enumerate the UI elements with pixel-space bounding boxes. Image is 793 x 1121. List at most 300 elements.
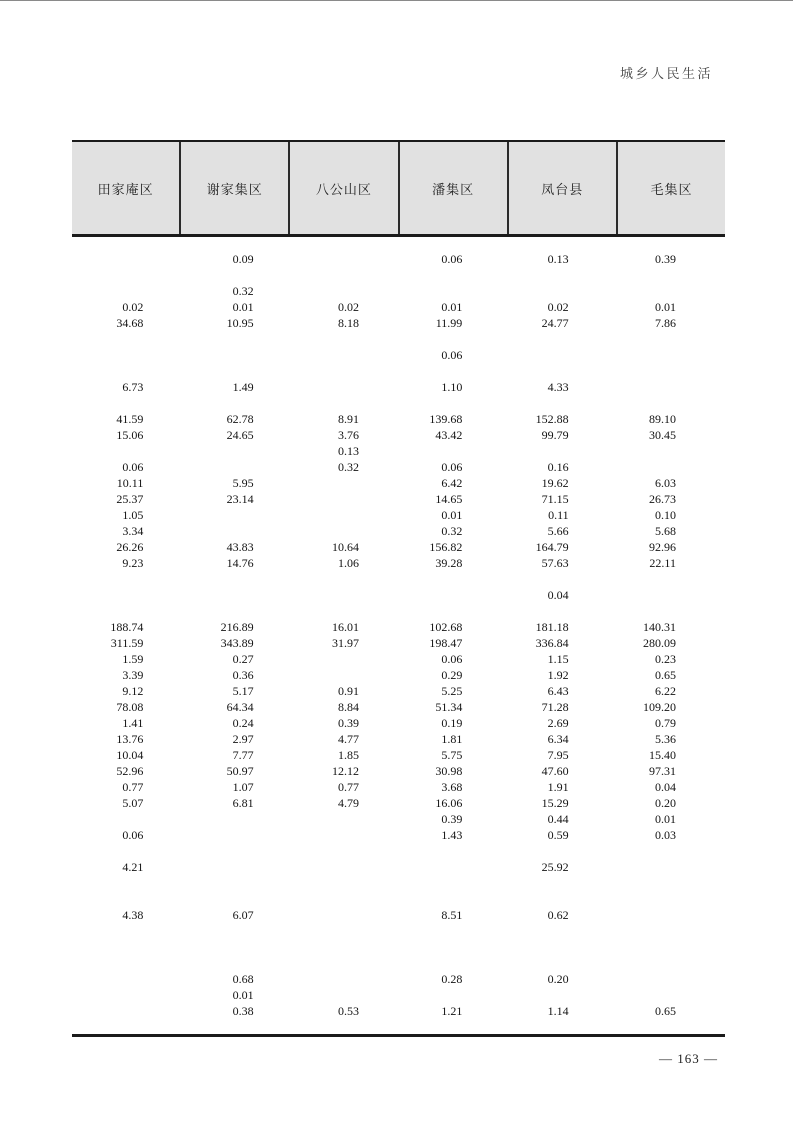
column-header: 凤台县 xyxy=(507,142,616,234)
table-cell xyxy=(288,395,391,411)
table-cell xyxy=(605,843,725,859)
table-cell: 97.31 xyxy=(648,764,676,778)
table-cell xyxy=(288,363,391,379)
table-cell: 0.11 xyxy=(548,508,569,522)
table-cell: 14.76 xyxy=(226,556,254,570)
table-cell: 5.36 xyxy=(654,732,676,746)
table-cell xyxy=(288,955,391,971)
table-cell: 5.25 xyxy=(441,684,463,698)
table-cell: 280.09 xyxy=(642,636,676,650)
table-cell: 6.73 xyxy=(122,380,144,394)
table-row xyxy=(72,347,725,363)
table-cell: 0.44 xyxy=(547,812,569,826)
table-cell: 78.08 xyxy=(116,700,144,714)
table-cell xyxy=(72,283,182,299)
table-cell: 30.45 xyxy=(648,428,676,442)
table-cell: 0.53 xyxy=(337,1004,359,1018)
table-cell xyxy=(288,811,391,827)
table-cell: 0.65 xyxy=(654,668,676,682)
table-row xyxy=(72,859,725,875)
table-cell: 1.41 xyxy=(122,716,144,730)
table-cell xyxy=(182,395,287,411)
table-cell xyxy=(72,443,182,459)
table-cell xyxy=(182,571,287,587)
table-cell xyxy=(72,955,182,971)
table-cell xyxy=(391,603,497,619)
table-row xyxy=(72,459,725,475)
table-cell: 25.92 xyxy=(541,860,569,874)
table-cell: 4.77 xyxy=(337,732,359,746)
table-cell: 2.97 xyxy=(232,732,254,746)
table-row xyxy=(72,299,725,315)
table-row xyxy=(72,507,725,523)
table-cell xyxy=(72,347,182,363)
table-cell: 8.91 xyxy=(337,412,359,426)
table-cell: 0.06 xyxy=(441,652,463,666)
table-row xyxy=(72,315,725,331)
table-cell xyxy=(391,587,497,603)
table-cell: 1.91 xyxy=(547,780,569,794)
table-cell: 3.34 xyxy=(122,524,144,538)
table-cell xyxy=(182,827,287,843)
table-cell: 15.40 xyxy=(648,748,676,762)
table-cell: 0.77 xyxy=(337,780,359,794)
table-row xyxy=(72,603,725,619)
table-cell: 4.33 xyxy=(547,380,569,394)
table-cell xyxy=(288,891,391,907)
table-cell: 1.43 xyxy=(441,828,463,842)
table-cell xyxy=(605,459,725,475)
table-cell: 10.95 xyxy=(226,316,254,330)
table-cell xyxy=(288,843,391,859)
table-cell: 99.79 xyxy=(541,428,569,442)
table-row xyxy=(72,523,725,539)
table-cell: 6.43 xyxy=(547,684,569,698)
column-header: 八公山区 xyxy=(288,142,397,234)
table-cell xyxy=(497,875,604,891)
table-cell xyxy=(497,363,604,379)
table-cell xyxy=(72,331,182,347)
table-cell xyxy=(182,331,287,347)
table-cell: 1.15 xyxy=(547,652,569,666)
table-cell xyxy=(182,939,287,955)
table-cell xyxy=(72,571,182,587)
table-row xyxy=(72,411,725,427)
table-cell xyxy=(72,923,182,939)
table-cell: 152.88 xyxy=(535,412,569,426)
table-cell xyxy=(497,843,604,859)
table-cell xyxy=(605,443,725,459)
table-cell: 1.10 xyxy=(441,380,463,394)
table-cell: 0.02 xyxy=(547,300,569,314)
page-number: — 163 — xyxy=(659,1051,718,1066)
table-cell xyxy=(72,1003,182,1019)
table-cell xyxy=(605,331,725,347)
table-cell: 39.28 xyxy=(435,556,463,570)
table-row xyxy=(72,875,725,891)
table-cell: 71.28 xyxy=(541,700,569,714)
table-cell xyxy=(497,891,604,907)
table-cell xyxy=(605,891,725,907)
table-cell xyxy=(605,267,725,283)
table-cell xyxy=(288,475,391,491)
statistics-table xyxy=(72,140,725,1037)
table-cell: 0.03 xyxy=(654,828,676,842)
table-cell: 3.39 xyxy=(122,668,144,682)
table-cell: 0.27 xyxy=(232,652,254,666)
table-cell xyxy=(497,571,604,587)
table-cell: 109.20 xyxy=(642,700,676,714)
table-cell: 92.96 xyxy=(648,540,676,554)
table-cell xyxy=(72,587,182,603)
table-cell xyxy=(182,955,287,971)
table-cell xyxy=(391,331,497,347)
table-row xyxy=(72,955,725,971)
table-row xyxy=(72,971,725,987)
table-cell: 0.20 xyxy=(654,796,676,810)
table-cell: 7.86 xyxy=(654,316,676,330)
table-cell xyxy=(605,587,725,603)
table-row xyxy=(72,363,725,379)
table-cell: 41.59 xyxy=(116,412,144,426)
table-row xyxy=(72,939,725,955)
table-cell: 4.38 xyxy=(122,908,144,922)
table-cell: 0.01 xyxy=(232,988,254,1002)
table-row xyxy=(72,251,725,267)
table-cell: 216.89 xyxy=(220,620,254,634)
table-cell xyxy=(497,347,604,363)
table-cell xyxy=(182,347,287,363)
table-cell: 14.65 xyxy=(435,492,463,506)
table-cell: 0.38 xyxy=(232,1004,254,1018)
table-cell xyxy=(497,923,604,939)
table-row xyxy=(72,987,725,1003)
table-cell: 47.60 xyxy=(541,764,569,778)
table-cell: 0.01 xyxy=(441,508,463,522)
table-cell xyxy=(182,363,287,379)
table-cell: 0.01 xyxy=(654,812,676,826)
table-cell: 23.14 xyxy=(226,492,254,506)
table-cell xyxy=(497,939,604,955)
table-cell: 52.96 xyxy=(116,764,144,778)
table-row xyxy=(72,651,725,667)
table-cell xyxy=(391,939,497,955)
table-cell xyxy=(605,923,725,939)
table-cell: 102.68 xyxy=(429,620,463,634)
table-cell: 164.79 xyxy=(535,540,569,554)
table-cell: 6.42 xyxy=(441,476,463,490)
table-cell: 1.14 xyxy=(547,1004,569,1018)
table-cell xyxy=(288,603,391,619)
table-row xyxy=(72,683,725,699)
table-cell: 0.06 xyxy=(441,252,463,266)
table-cell xyxy=(182,523,287,539)
table-cell: 26.26 xyxy=(116,540,144,554)
table-cell xyxy=(605,875,725,891)
table-row xyxy=(72,699,725,715)
table-cell xyxy=(288,859,391,875)
table-cell xyxy=(182,859,287,875)
table-cell: 6.34 xyxy=(547,732,569,746)
table-row xyxy=(72,827,725,843)
table-cell: 0.06 xyxy=(122,460,144,474)
table-row xyxy=(72,779,725,795)
table-cell xyxy=(182,587,287,603)
table-cell: 7.95 xyxy=(547,748,569,762)
table-cell: 0.01 xyxy=(441,300,463,314)
table-cell: 10.64 xyxy=(331,540,359,554)
table-cell: 25.37 xyxy=(116,492,144,506)
table-cell: 10.11 xyxy=(116,476,144,490)
table-row xyxy=(72,715,725,731)
table-cell: 343.89 xyxy=(220,636,254,650)
table-cell: 8.84 xyxy=(337,700,359,714)
table-cell xyxy=(391,923,497,939)
table-row xyxy=(72,571,725,587)
table-cell xyxy=(72,251,182,267)
table-cell xyxy=(497,395,604,411)
table-body xyxy=(72,237,725,1037)
table-cell: 8.51 xyxy=(441,908,463,922)
table-cell xyxy=(182,891,287,907)
table-cell: 64.34 xyxy=(226,700,254,714)
table-cell: 22.11 xyxy=(649,556,676,570)
table-row xyxy=(72,267,725,283)
table-cell: 0.10 xyxy=(654,508,676,522)
table-cell: 0.32 xyxy=(337,460,359,474)
table-cell xyxy=(288,587,391,603)
table-cell: 24.65 xyxy=(226,428,254,442)
table-row xyxy=(72,795,725,811)
table-cell: 0.91 xyxy=(337,684,359,698)
table-cell: 9.12 xyxy=(122,684,144,698)
table-cell xyxy=(605,571,725,587)
table-cell xyxy=(182,603,287,619)
table-cell: 10.04 xyxy=(116,748,144,762)
table-cell xyxy=(605,395,725,411)
table-cell: 140.31 xyxy=(642,620,676,634)
table-cell xyxy=(72,939,182,955)
table-row xyxy=(72,395,725,411)
table-cell: 0.23 xyxy=(654,652,676,666)
table-cell: 0.20 xyxy=(547,972,569,986)
table-row xyxy=(72,763,725,779)
table-cell xyxy=(288,283,391,299)
table-cell xyxy=(72,267,182,283)
table-cell xyxy=(288,971,391,987)
table-cell xyxy=(72,891,182,907)
table-cell xyxy=(182,443,287,459)
table-cell xyxy=(391,395,497,411)
table-cell xyxy=(288,875,391,891)
table-cell xyxy=(288,907,391,923)
table-cell: 0.01 xyxy=(654,300,676,314)
table-cell xyxy=(182,267,287,283)
table-cell: 1.07 xyxy=(232,780,254,794)
table-cell xyxy=(72,987,182,1003)
table-cell xyxy=(288,347,391,363)
table-cell: 0.13 xyxy=(547,252,569,266)
table-cell: 1.05 xyxy=(122,508,144,522)
table-row xyxy=(72,891,725,907)
table-row xyxy=(72,619,725,635)
table-cell xyxy=(288,251,391,267)
table-cell xyxy=(288,939,391,955)
table-cell xyxy=(605,363,725,379)
table-cell xyxy=(288,827,391,843)
table-cell: 0.65 xyxy=(654,1004,676,1018)
table-cell: 0.06 xyxy=(441,460,463,474)
table-cell: 6.03 xyxy=(654,476,676,490)
table-row xyxy=(72,283,725,299)
table-cell xyxy=(288,987,391,1003)
table-cell: 15.29 xyxy=(541,796,569,810)
table-cell: 1.49 xyxy=(232,380,254,394)
table-cell xyxy=(497,283,604,299)
table-cell xyxy=(605,283,725,299)
table-row xyxy=(72,667,725,683)
table-cell: 11.99 xyxy=(435,316,463,330)
table-cell: 5.75 xyxy=(441,748,463,762)
table-cell: 2.69 xyxy=(547,716,569,730)
table-cell: 31.97 xyxy=(331,636,359,650)
table-cell: 5.66 xyxy=(547,524,569,538)
table-cell xyxy=(182,507,287,523)
table-cell: 1.81 xyxy=(441,732,463,746)
table-cell: 0.32 xyxy=(232,284,254,298)
table-cell xyxy=(497,987,604,1003)
table-cell xyxy=(497,955,604,971)
table-row xyxy=(72,731,725,747)
table-cell xyxy=(391,443,497,459)
table-row xyxy=(72,475,725,491)
table-cell: 8.18 xyxy=(337,316,359,330)
table-cell: 0.02 xyxy=(337,300,359,314)
table-cell xyxy=(288,331,391,347)
table-cell: 43.42 xyxy=(435,428,463,442)
table-cell: 6.22 xyxy=(654,684,676,698)
table-cell: 0.09 xyxy=(232,252,254,266)
table-row xyxy=(72,635,725,651)
table-row xyxy=(72,907,725,923)
table-cell: 15.06 xyxy=(116,428,144,442)
table-cell xyxy=(72,971,182,987)
table-cell: 62.78 xyxy=(226,412,254,426)
column-header: 毛集区 xyxy=(616,142,725,234)
table-cell: 0.01 xyxy=(232,300,254,314)
table-cell: 5.68 xyxy=(654,524,676,538)
table-cell xyxy=(288,523,391,539)
table-cell xyxy=(182,923,287,939)
table-cell: 0.32 xyxy=(441,524,463,538)
table-cell xyxy=(182,811,287,827)
table-cell xyxy=(391,571,497,587)
table-cell: 7.77 xyxy=(232,748,254,762)
table-cell xyxy=(182,459,287,475)
table-cell xyxy=(72,875,182,891)
table-cell xyxy=(391,891,497,907)
table-cell: 5.07 xyxy=(122,796,144,810)
table-row xyxy=(72,923,725,939)
table-cell xyxy=(182,843,287,859)
table-cell xyxy=(605,939,725,955)
table-cell: 0.16 xyxy=(547,460,569,474)
table-cell xyxy=(72,603,182,619)
table-cell: 0.04 xyxy=(654,780,676,794)
table-cell: 34.68 xyxy=(116,316,144,330)
table-cell: 3.68 xyxy=(441,780,463,794)
table-cell: 0.79 xyxy=(654,716,676,730)
table-cell xyxy=(605,603,725,619)
running-head: 城乡人民生活 xyxy=(619,66,713,81)
table-cell: 0.36 xyxy=(232,668,254,682)
table-cell: 1.59 xyxy=(122,652,144,666)
table-cell: 1.06 xyxy=(337,556,359,570)
table-cell: 16.01 xyxy=(331,620,359,634)
table-cell xyxy=(391,859,497,875)
table-cell: 4.79 xyxy=(337,796,359,810)
table-cell: 26.73 xyxy=(648,492,676,506)
table-cell xyxy=(605,859,725,875)
table-cell: 0.68 xyxy=(232,972,254,986)
table-cell: 57.63 xyxy=(541,556,569,570)
table-cell: 0.39 xyxy=(441,812,463,826)
table-cell xyxy=(497,603,604,619)
table-cell xyxy=(72,811,182,827)
table-cell: 0.39 xyxy=(337,716,359,730)
page-top-edge xyxy=(0,0,793,1)
table-cell: 3.76 xyxy=(337,428,359,442)
table-cell: 0.19 xyxy=(441,716,463,730)
table-cell xyxy=(391,363,497,379)
table-cell: 9.23 xyxy=(122,556,144,570)
table-cell: 0.04 xyxy=(547,588,569,602)
table-cell: 6.81 xyxy=(232,796,254,810)
table-cell xyxy=(605,379,725,395)
table-cell: 6.07 xyxy=(232,908,254,922)
table-cell: 0.06 xyxy=(441,348,463,362)
table-cell: 1.21 xyxy=(441,1004,463,1018)
table-cell xyxy=(288,651,391,667)
table-cell: 51.34 xyxy=(435,700,463,714)
table-row xyxy=(72,331,725,347)
table-cell: 0.59 xyxy=(547,828,569,842)
table-cell: 4.21 xyxy=(122,860,144,874)
table-cell xyxy=(72,843,182,859)
table-row xyxy=(72,1003,725,1019)
table-cell xyxy=(72,395,182,411)
table-cell: 198.47 xyxy=(429,636,463,650)
table-cell: 12.12 xyxy=(331,764,359,778)
table-cell xyxy=(288,267,391,283)
table-cell: 0.29 xyxy=(441,668,463,682)
table-cell: 16.06 xyxy=(435,796,463,810)
table-row xyxy=(72,379,725,395)
table-cell xyxy=(497,331,604,347)
table-cell: 139.68 xyxy=(429,412,463,426)
table-row xyxy=(72,811,725,827)
table-cell xyxy=(391,283,497,299)
table-cell xyxy=(288,379,391,395)
table-cell: 50.97 xyxy=(226,764,254,778)
column-header: 潘集区 xyxy=(398,142,507,234)
table-cell xyxy=(391,875,497,891)
table-cell: 0.77 xyxy=(122,780,144,794)
table-cell: 24.77 xyxy=(541,316,569,330)
table-cell xyxy=(605,347,725,363)
table-cell: 0.06 xyxy=(122,828,144,842)
table-cell xyxy=(288,507,391,523)
